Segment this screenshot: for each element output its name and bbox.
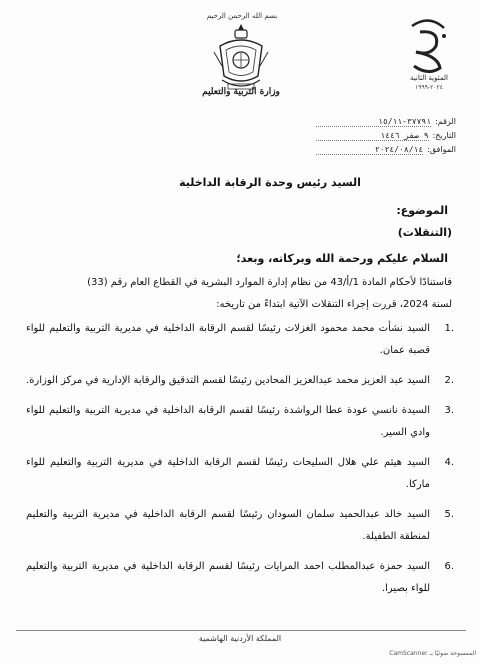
hijri-date-label: التاريخ: — [432, 131, 456, 140]
subject-value: (التنقلات) — [397, 226, 452, 239]
transfer-item-5 — [26, 504, 454, 548]
item-number: 5. — [444, 509, 454, 520]
addressee-line: السيد رئيس وحدة الرقابة الداخلية — [179, 176, 361, 189]
item-number: 2. — [444, 375, 454, 386]
reference-label: الرقم: — [435, 117, 456, 126]
ministry-name: وزارة التربية والتعليم — [202, 87, 280, 97]
reference-number-row — [316, 117, 456, 127]
hijri-date-row — [316, 131, 456, 141]
transfer-item-1 — [26, 318, 454, 362]
transfer-list — [26, 318, 454, 608]
gregorian-date-row — [316, 145, 456, 155]
item-number: 3. — [444, 405, 454, 416]
gregorian-date-value: ٢٠٢٤/٠٨/١٤ — [316, 145, 423, 155]
item-text: السيد خالد عبدالحميد سلمان السودان رئيسًا لقسم الرقابة الداخلية في مديرية التربية والتعليم لمنطقة الطفيلة. — [26, 509, 430, 542]
reference-value: ٣٧٧٩١-١٥/١١ — [316, 117, 431, 127]
transfer-item-4 — [26, 452, 454, 496]
footer-divider — [16, 630, 466, 631]
item-text: السيد نشأت محمد محمود الغزلات رئيسًا لقسم الرقابة الداخلية في مديرية التربية والتعليم للواء قصبة عمان. — [26, 323, 430, 356]
transfer-item-3 — [26, 400, 454, 444]
bismillah-text: بسم الله الرحمن الرحيم — [206, 12, 278, 20]
camscanner-watermark: الممسوحة ضوئيًا بـ CamScanner — [389, 650, 476, 657]
anniversary-logo-icon — [400, 16, 458, 74]
item-text: السيد حمزة عبدالمطلب احمد المرايات رئيسًا لقسم الرقابة الداخلية في مديرية التربية والتعليم للواء بصيرا. — [26, 561, 430, 594]
intro-line-2: لسنة 2024، قررت إجراء التنقلات الآتية ابتداءً من تاريخه: — [216, 299, 452, 310]
item-number: 6. — [444, 561, 454, 572]
anniversary-years: ٢٠٢٤-١٩٩٩ — [415, 84, 443, 91]
hijri-date-value: ٩ صفر ١٤٤٦ — [316, 131, 429, 141]
footer-kingdom-name: المملكة الأردنية الهاشمية — [198, 634, 282, 643]
jordan-crest-icon — [208, 16, 274, 96]
greeting-line: السلام عليكم ورحمة الله وبركاته، وبعد؛ — [236, 252, 448, 265]
item-number: 4. — [444, 457, 454, 468]
transfer-item-6 — [26, 556, 454, 600]
transfer-item-2 — [26, 370, 454, 392]
item-number: 1. — [444, 323, 454, 334]
intro-line-1: فاستنادًا لأحكام المادة 1/أ/43 من نظام إدارة الموارد البشرية في القطاع العام رقم (33) — [87, 277, 452, 288]
anniversary-text: المئوية الثانية — [410, 74, 448, 82]
item-text: السيد عبد العزيز محمد عبدالعزيز المحادين رئيسًا لقسم التدقيق والرقابة الإدارية في مركز الوزارة. — [26, 375, 430, 386]
gregorian-date-label: الموافق: — [427, 145, 456, 154]
item-text: السيد هيثم علي هلال السليحات رئيسًا لقسم الرقابة الداخلية في مديرية التربية والتعليم للواء ماركا. — [26, 457, 430, 490]
item-text: السيدة نانسي عودة عطا الرواشدة رئيسًا لقسم الرقابة الداخلية في مديرية التربية والتعليم للواء وادي السير. — [26, 405, 430, 438]
subject-label: الموضوع: — [396, 204, 448, 217]
